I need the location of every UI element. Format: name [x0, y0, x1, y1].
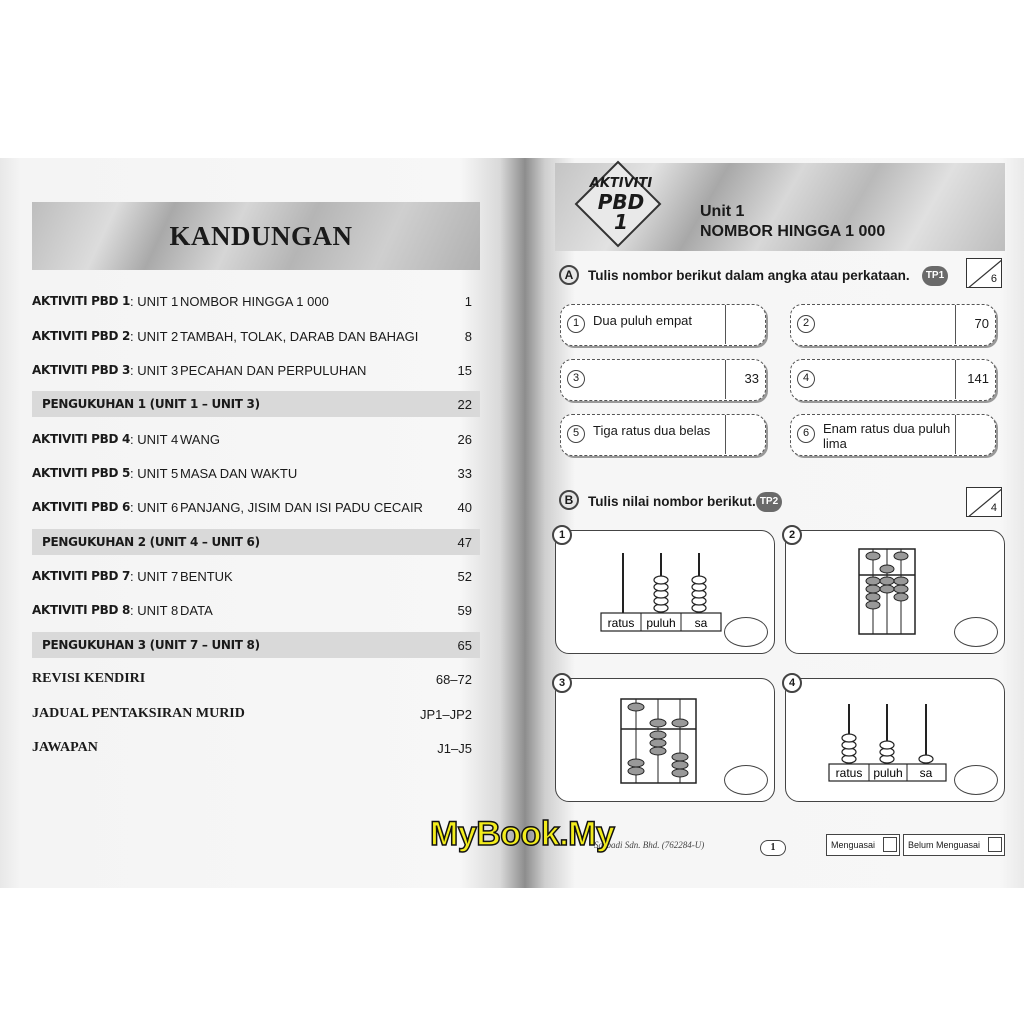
svg-text:sa: sa [694, 616, 708, 630]
toc-pengukuhan-row: PENGUKUHAN 3 (UNIT 7 – UNIT 8) 65 [32, 632, 480, 658]
unit-label: Unit 1 [700, 203, 745, 220]
svg-text:sa: sa [919, 766, 933, 780]
activity-badge-text: AKTIVITI PBD 1 [589, 176, 653, 234]
tp-badge: TP1 [922, 266, 948, 286]
section-a-marker: A [559, 265, 579, 285]
svg-text:ratus: ratus [607, 616, 635, 630]
answer-oval[interactable] [954, 617, 998, 647]
section-b-instruction: Tulis nilai nombor berikut. [588, 494, 756, 509]
page-number: 1 [760, 840, 786, 856]
publisher-note: Sasbadi Sdn. Bhd. (762284-U) [594, 840, 705, 850]
tp-badge: TP2 [756, 492, 782, 512]
score-box[interactable]: 6 [966, 258, 1002, 288]
mastery-checkbox[interactable] [883, 837, 897, 852]
abacus-box: 2 [785, 530, 1005, 654]
contents-title: KANDUNGAN [169, 220, 353, 251]
score-box[interactable]: 4 [966, 487, 1002, 517]
mastery-box[interactable]: Belum Menguasai [903, 834, 1005, 856]
toc-row: AKTIVITI PBD 7 : UNIT 7 BENTUK 52 [32, 568, 472, 584]
toc-extra-row: JAWAPAN J1–J5 [32, 740, 472, 756]
answer-field[interactable]: 70 [955, 305, 995, 344]
answer-field[interactable] [725, 415, 765, 454]
watermark: MyBook.My [430, 815, 615, 853]
answer-field[interactable]: 141 [955, 360, 995, 399]
toc-row: AKTIVITI PBD 5 : UNIT 5 MASA DAN WAKTU 33 [32, 465, 472, 481]
toc-row: AKTIVITI PBD 1 : UNIT 1 NOMBOR HINGGA 1 000 1 [32, 293, 472, 309]
toc-row: AKTIVITI PBD 3 : UNIT 3 PECAHAN DAN PERPULUHAN 15 [32, 362, 472, 378]
toc-pengukuhan-row: PENGUKUHAN 2 (UNIT 4 – UNIT 6) 47 [32, 529, 480, 555]
answer-oval[interactable] [724, 765, 768, 795]
question-box: 3 33 [560, 359, 766, 401]
answer-oval[interactable] [724, 617, 768, 647]
answer-field[interactable] [955, 415, 995, 454]
toc-pengukuhan-row: PENGUKUHAN 1 (UNIT 1 – UNIT 3) 22 [32, 391, 480, 417]
toc-row: AKTIVITI PBD 8 : UNIT 8 DATA 59 [32, 602, 472, 618]
question-box: 4 141 [790, 359, 996, 401]
mastery-box[interactable]: Menguasai [826, 834, 900, 856]
svg-text:puluh: puluh [873, 766, 903, 780]
abacus-box: 3 [555, 678, 775, 802]
toc-row: AKTIVITI PBD 2 : UNIT 2 TAMBAH, TOLAK, DARAB DAN BAHAGI 8 [32, 328, 472, 344]
toc-extra-row: JADUAL PENTAKSIRAN MURID JP1–JP2 [32, 706, 472, 722]
abacus-box: 4 ratus puluh sa [785, 678, 1005, 802]
answer-oval[interactable] [954, 765, 998, 795]
svg-text:puluh: puluh [646, 616, 676, 630]
question-box: 1 Dua puluh empat [560, 304, 766, 346]
svg-text:ratus: ratus [835, 766, 863, 780]
question-box: 2 70 [790, 304, 996, 346]
question-box: 6 Enam ratus dua puluh lima [790, 414, 996, 456]
mastery-checkbox[interactable] [988, 837, 1002, 852]
toc-row: AKTIVITI PBD 6 : UNIT 6 PANJANG, JISIM DAN ISI PADU CECAIR 40 [32, 499, 472, 515]
abacus-box: 1 ratus puluh sa [555, 530, 775, 654]
answer-field[interactable] [725, 305, 765, 344]
answer-field[interactable]: 33 [725, 360, 765, 399]
section-a-instruction: Tulis nombor berikut dalam angka atau perkataan. [588, 268, 910, 283]
contents-banner [32, 202, 480, 270]
section-b-marker: B [559, 490, 579, 510]
unit-topic: NOMBOR HINGGA 1 000 [700, 223, 886, 240]
toc-extra-row: REVISI KENDIRI 68–72 [32, 671, 472, 687]
question-box: 5 Tiga ratus dua belas [560, 414, 766, 456]
toc-row: AKTIVITI PBD 4 : UNIT 4 WANG 26 [32, 431, 472, 447]
